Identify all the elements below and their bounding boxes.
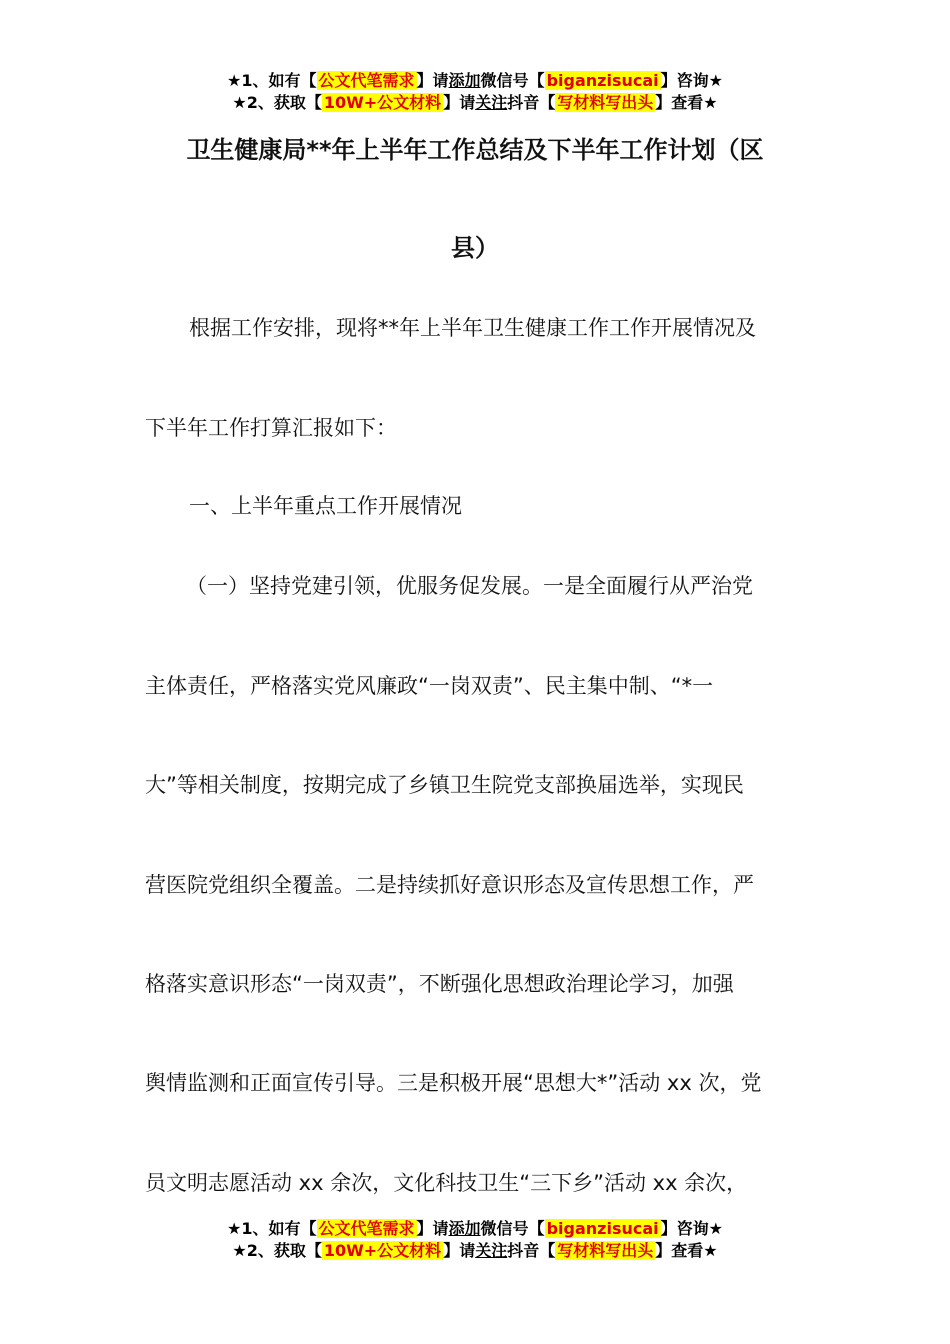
document-title-line-2: 县） — [451, 234, 499, 262]
body-line: 根据工作安排，现将**年上半年卫生健康工作工作开展情况及 — [189, 316, 756, 340]
highlight-materials: 10W+公文材料 — [323, 93, 442, 112]
body-line: 大”等相关制度，按期完成了乡镇卫生院党支部换届选举，实现民 — [145, 773, 744, 797]
body-line: 营医院党组织全覆盖。二是持续抓好意识形态及宣传思想工作，严 — [145, 873, 754, 897]
section-heading: 一、上半年重点工作开展情况 — [189, 494, 462, 518]
highlight-douyin: 写材料写出头 — [557, 93, 654, 112]
body-line: 员文明志愿活动 xx 余次，文化科技卫生“三下乡”活动 xx 余次， — [145, 1171, 748, 1195]
promo-line-1: ★1、如有【 公文代笔需求 】请添加微信号【 biganzisucai 】咨询★ — [227, 1219, 723, 1238]
body-line: 格落实意识形态“一岗双责”，不断强化思想政治理论学习，加强 — [145, 972, 734, 996]
promo-line-1: ★1、如有【 公文代笔需求 】请添加微信号【 biganzisucai 】咨询★ — [227, 71, 723, 90]
highlight-wechat-id: biganzisucai — [546, 71, 659, 90]
promo-banner-bottom — [0, 1218, 950, 1262]
highlight-materials: 10W+公文材料 — [323, 1241, 442, 1260]
body-line: 主体责任，严格落实党风廉政“一岗双责”、民主集中制、“*一 — [145, 674, 714, 698]
promo-line-2: ★2、获取【 10W+公文材料 】请关注抖音【 写材料写出头 】查看★ — [232, 1241, 718, 1260]
body-line: 舆情监测和正面宣传引导。三是积极开展“思想大*”活动 xx 次，党 — [145, 1071, 762, 1095]
highlight-service: 公文代笔需求 — [318, 1219, 415, 1238]
promo-banner-top — [0, 70, 950, 114]
document-title-line-1: 卫生健康局**年上半年工作总结及下半年工作计划（区 — [186, 136, 764, 164]
promo-line-2: ★2、获取【 10W+公文材料 】请关注抖音【 写材料写出头 】查看★ — [232, 93, 718, 112]
body-line: 下半年工作打算汇报如下： — [145, 416, 397, 440]
highlight-service: 公文代笔需求 — [318, 71, 415, 90]
highlight-wechat-id: biganzisucai — [546, 1219, 659, 1238]
subsection-heading: （一）坚持党建引领，优服务促发展。一是全面履行从严治党 — [186, 574, 753, 598]
highlight-douyin: 写材料写出头 — [557, 1241, 654, 1260]
